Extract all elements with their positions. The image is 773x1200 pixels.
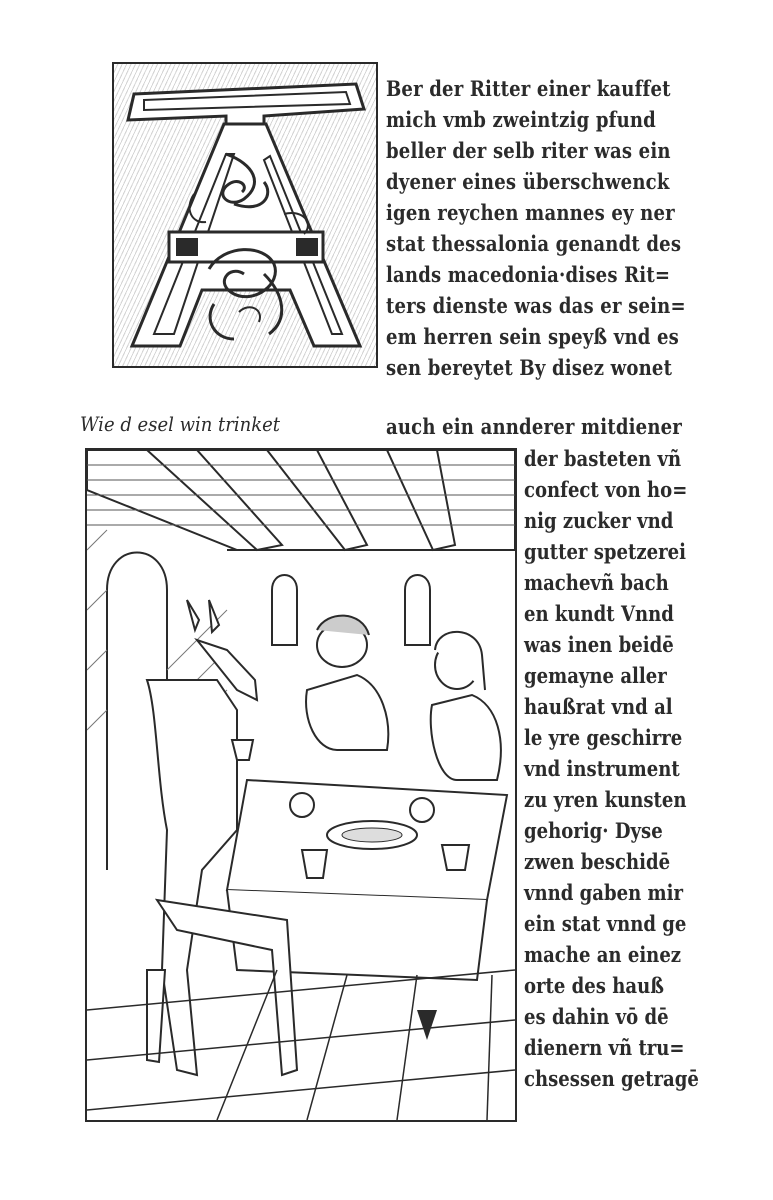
text-line: mich vmb zweintzig pfund [386,107,656,132]
text-line: sen bereytet By disez wonet [386,355,673,380]
text-line: gehorig· Dyse [524,818,663,843]
text-line: es dahin vō dē [524,1004,669,1029]
text-line: ters dienste was das er sein= [386,293,686,318]
text-line: beller der selb riter was ein [386,138,671,163]
text-line: machevñ bach [524,570,669,595]
illustration-caption: Wie d esel win trinket [80,412,281,436]
initial-a-woodcut [114,64,376,366]
text-line: dienern vñ tru= [524,1035,685,1060]
text-line: confect von ho= [524,477,688,502]
text-line: vnnd gaben mir [524,880,684,905]
text-line: mache an einez [524,942,682,967]
text-line: haußrat vnd al [524,694,673,719]
text-line: gutter spetzerei [524,539,686,564]
text-line: orte des hauß [524,973,664,998]
text-line: nig zucker vnd [524,508,674,533]
text-line: en kundt Vnnd [524,601,674,626]
text-line: zwen beschidē [524,849,671,874]
text-line: stat thessalonia genandt des [386,231,682,256]
woodcut-illustration [85,448,517,1122]
text-line: lands macedonia·dises Rit= [386,262,671,287]
text-line: auch ein annderer mitdiener [386,414,682,439]
text-line: chsessen getragē [524,1066,699,1091]
text-line: em herren sein speyß vnd es [386,324,680,349]
text-line: vnd instrument [524,756,680,781]
text-line: le yre geschirre [524,725,683,750]
decorated-initial-letter [112,62,378,368]
text-line: zu yren kunsten [524,787,687,812]
text-line: gemayne aller [524,663,667,688]
donkey-drinking-wine-scene [87,450,515,1120]
text-line: der basteten vñ [524,446,682,471]
text-line: Ber der Ritter einer kauffet [386,76,671,101]
text-line: was inen beidē [524,632,674,657]
text-line: ein stat vnnd ge [524,911,687,936]
text-line: igen reychen mannes ey ner [386,200,675,225]
text-line: dyener eines überschwenck [386,169,670,194]
